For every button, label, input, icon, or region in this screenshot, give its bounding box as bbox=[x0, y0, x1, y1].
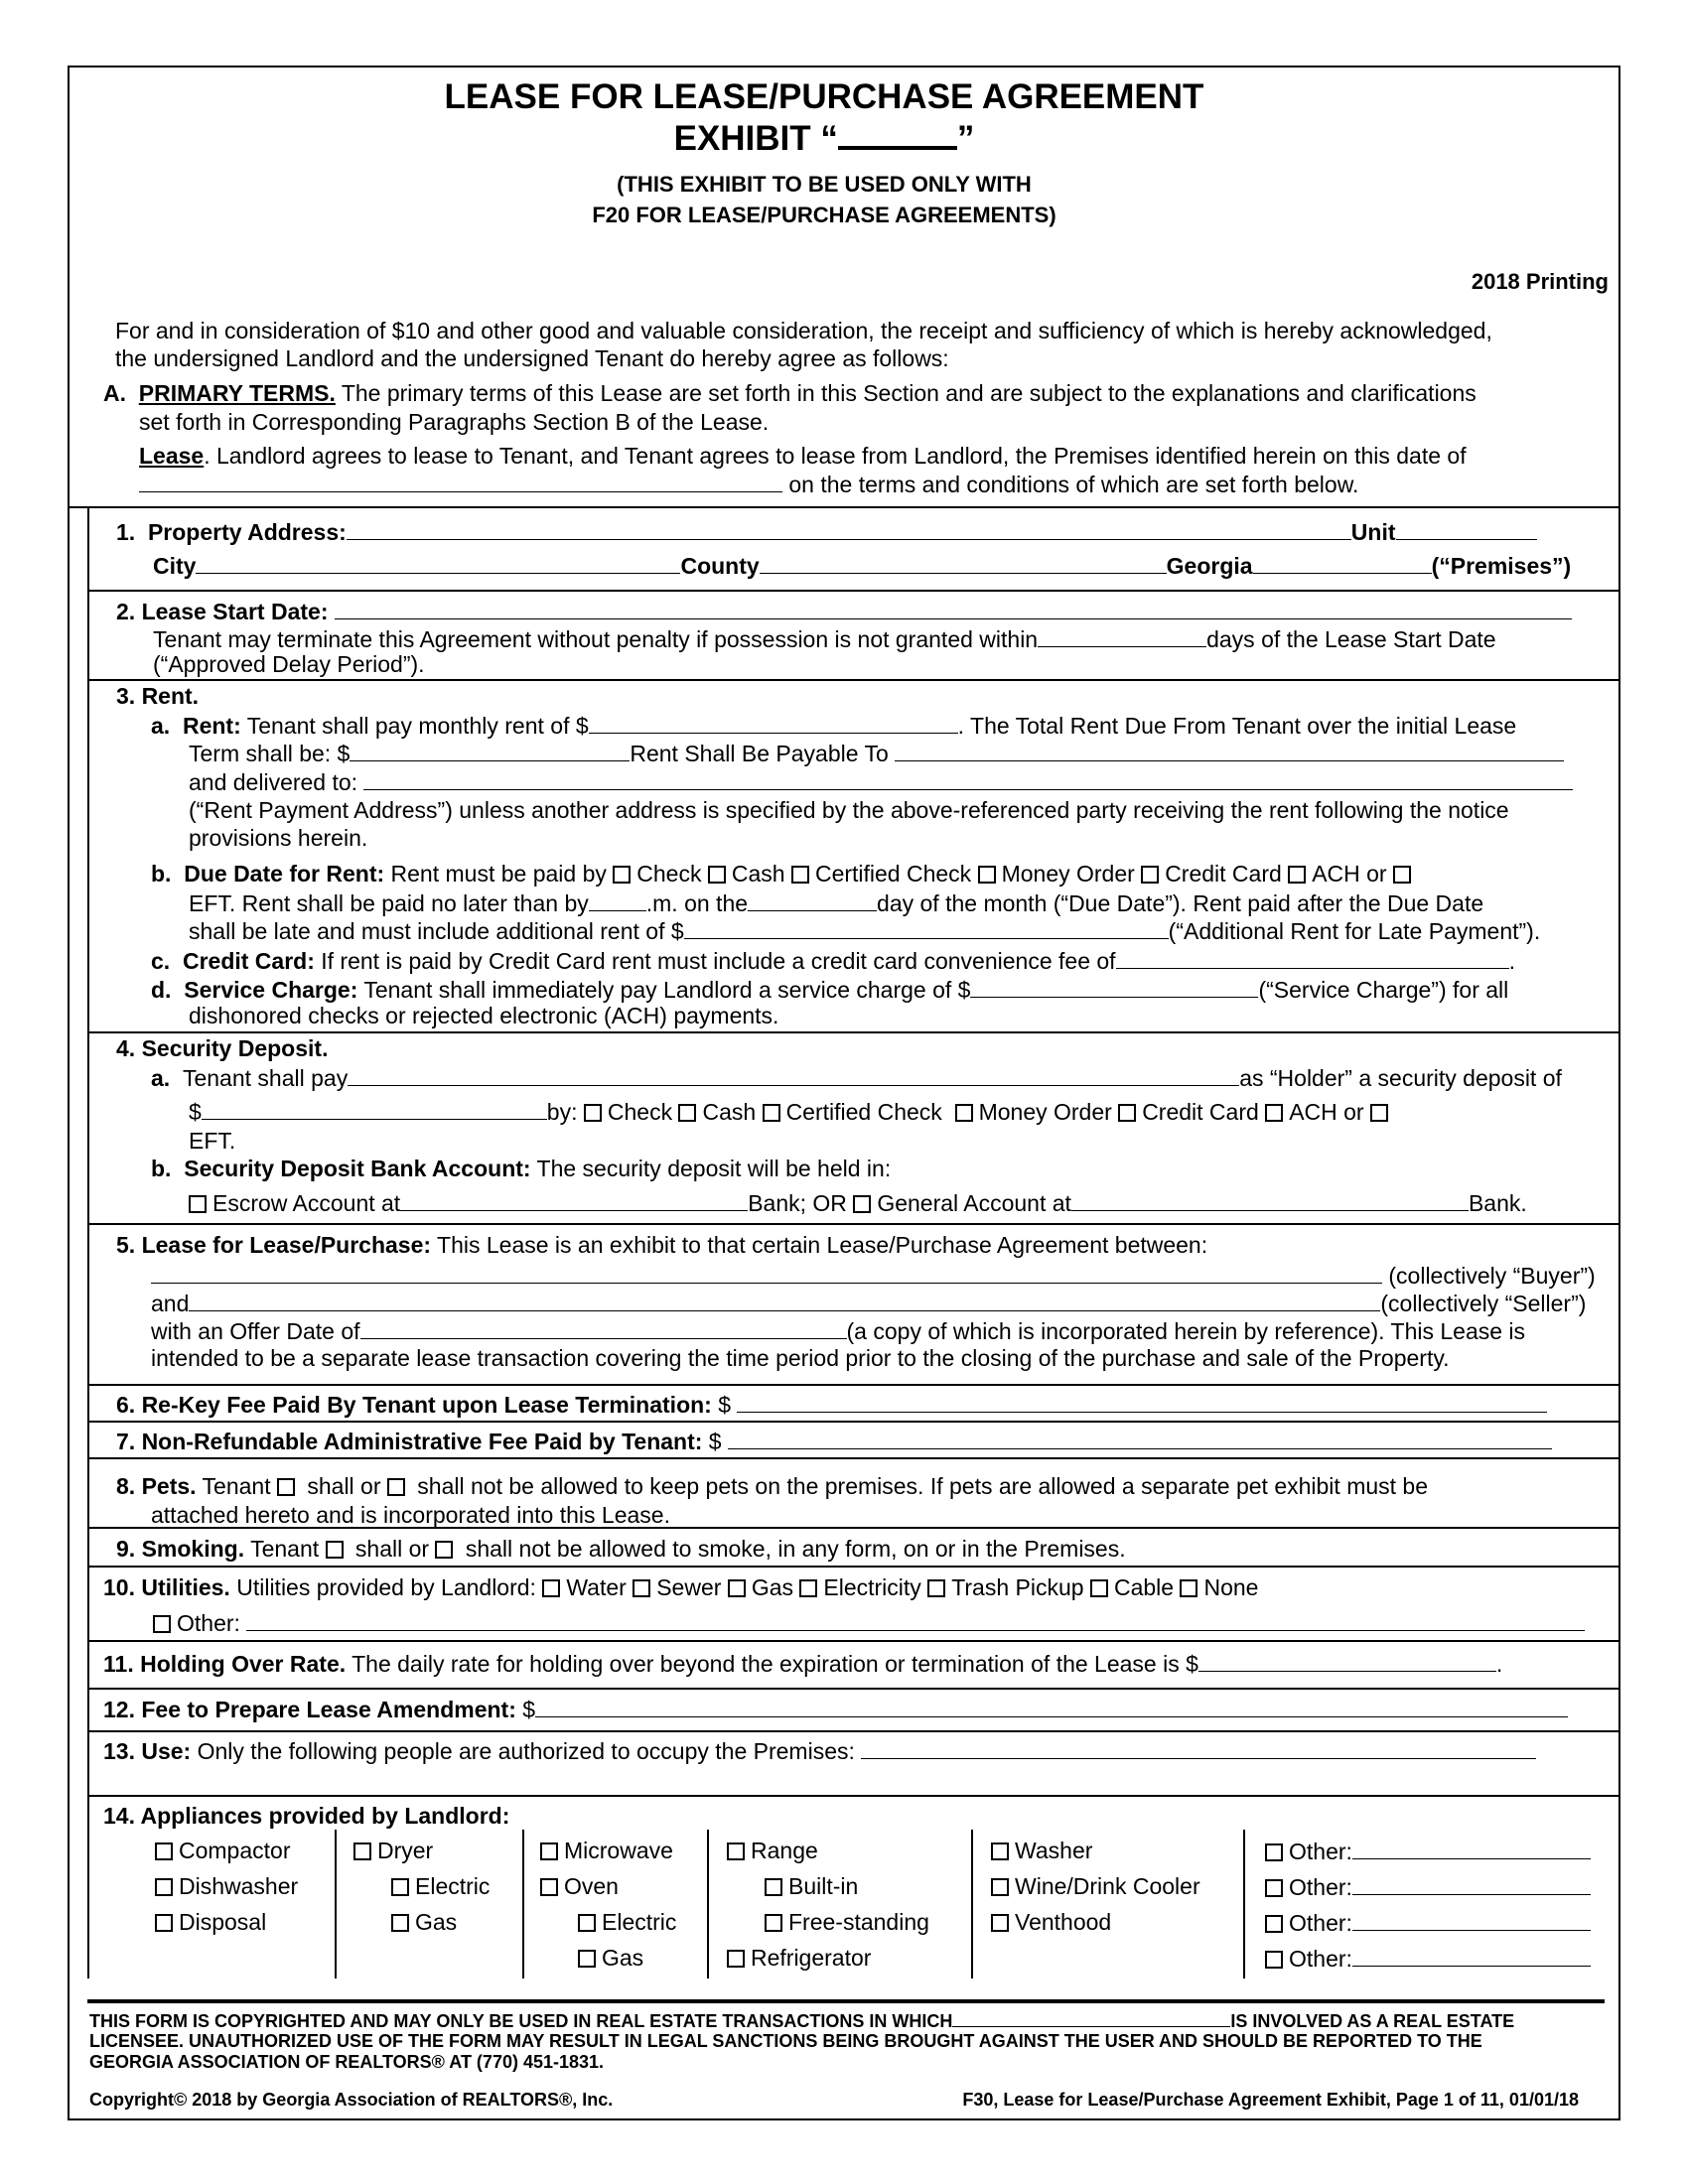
checkbox-icon bbox=[1265, 1843, 1283, 1861]
s8-line-1: 8. Pets. Tenant shall or shall not be allowed to keep pets on the premises. If pets are allowed a separate pet exhibit must be bbox=[116, 1473, 1429, 1499]
appliance-range-builtin[interactable]: Built-in bbox=[765, 1872, 858, 1900]
rule bbox=[87, 1031, 1620, 1033]
s12-line: 12. Fee to Prepare Lease Amendment: $ bbox=[103, 1695, 1568, 1723]
checkbox-icon bbox=[155, 1878, 173, 1896]
other-field[interactable] bbox=[1352, 1908, 1591, 1931]
seller-field[interactable] bbox=[189, 1289, 1380, 1311]
utility-electricity[interactable]: Electricity bbox=[799, 1574, 920, 1600]
escrow-checkbox[interactable] bbox=[189, 1195, 207, 1213]
monthly-rent-field[interactable] bbox=[589, 711, 958, 734]
intro-line-1: For and in consideration of $10 and other good and valuable consideration, the receipt and sufficiency of which is hereby acknowledged, bbox=[115, 318, 1492, 343]
s10-line-1: 10. Utilities. Utilities provided by Landlord: Water Sewer Gas Electricity Trash Pickup Cable None bbox=[103, 1574, 1259, 1600]
rule bbox=[87, 679, 1620, 681]
lease-start-field[interactable] bbox=[335, 597, 1572, 619]
checkbox-icon bbox=[633, 1579, 650, 1597]
rekey-fee-field[interactable] bbox=[737, 1390, 1547, 1413]
total-rent-field[interactable] bbox=[350, 739, 630, 761]
appliance-venthood[interactable]: Venthood bbox=[991, 1908, 1111, 1936]
utility-none[interactable]: None bbox=[1180, 1574, 1258, 1600]
appliance-oven-electric[interactable]: Electric bbox=[578, 1908, 676, 1936]
checkbox-icon bbox=[1265, 1879, 1283, 1897]
checkbox-icon bbox=[1265, 1104, 1283, 1122]
checkbox-icon bbox=[353, 1843, 371, 1860]
s4a-line-2: $ by: Check Cash Certified Check Money Order Credit Card ACH or bbox=[189, 1097, 1394, 1126]
rule bbox=[87, 1421, 1620, 1423]
appliance-dishwasher[interactable]: Dishwasher bbox=[155, 1872, 298, 1900]
s5-line-1: 5. Lease for Lease/Purchase: This Lease is an exhibit to that certain Lease/Purchase Agreement between: bbox=[116, 1232, 1208, 1258]
checkbox-icon bbox=[955, 1104, 973, 1122]
footer-line-3: GEORGIA ASSOCIATION OF REALTORS® AT (770) 451-1831. bbox=[89, 2052, 605, 2072]
utility-cable[interactable]: Cable bbox=[1090, 1574, 1174, 1600]
rule bbox=[87, 1688, 1620, 1690]
checkbox-icon bbox=[1265, 1951, 1283, 1969]
s3a-line-3: and delivered to: bbox=[189, 767, 1573, 796]
service-charge-field[interactable] bbox=[970, 975, 1258, 998]
appliance-other-1[interactable]: Other: bbox=[1265, 1837, 1591, 1865]
deposit-pay-cash[interactable]: Cash bbox=[678, 1099, 756, 1125]
amendment-fee-field[interactable] bbox=[535, 1695, 1568, 1717]
checkbox-icon bbox=[1141, 866, 1159, 884]
rent-pay-check[interactable]: Check bbox=[613, 861, 701, 887]
appliance-dryer[interactable]: Dryer bbox=[353, 1837, 433, 1864]
printing-label: 2018 Printing bbox=[1471, 269, 1609, 294]
s14-label: 14. Appliances provided by Landlord: bbox=[103, 1803, 510, 1829]
other-field[interactable] bbox=[1352, 1872, 1591, 1895]
checkbox-icon bbox=[765, 1914, 782, 1932]
appliance-washer[interactable]: Washer bbox=[991, 1837, 1092, 1864]
appliance-microwave[interactable]: Microwave bbox=[540, 1837, 673, 1864]
checkbox-icon bbox=[613, 866, 631, 884]
s3a-line-5: provisions herein. bbox=[189, 825, 368, 851]
checkbox-icon bbox=[991, 1914, 1009, 1932]
s3a-line-1: a. Rent: Tenant shall pay monthly rent of $ . The Total Rent Due From Tenant over the initial Lease bbox=[151, 713, 1517, 739]
primary-terms: A. PRIMARY TERMS. The primary terms of this Lease are set forth in this Section and are subject to the explanations and clarifications bbox=[103, 380, 1477, 406]
s4a-line-3: EFT. bbox=[189, 1128, 236, 1154]
s3d-line-1: d. Service Charge: Tenant shall immediately pay Landlord a service charge of $ (“Service Charge”) for all bbox=[151, 977, 1509, 1003]
footer-line-2: LICENSEE. UNAUTHORIZED USE OF THE FORM MAY RESULT IN LEGAL SANCTIONS BEING BROUGHT AGAINST THE USER AND SHOULD BE REPORTED TO THE bbox=[89, 2031, 1482, 2051]
rule bbox=[87, 1730, 1620, 1732]
rule bbox=[68, 506, 1620, 508]
rule bbox=[335, 1830, 337, 1979]
document-title: LEASE FOR LEASE/PURCHASE AGREEMENT bbox=[444, 77, 1204, 116]
checkbox-icon bbox=[155, 1843, 173, 1860]
city-field[interactable] bbox=[196, 551, 680, 574]
pets-not-allowed-checkbox[interactable] bbox=[387, 1478, 405, 1496]
rule bbox=[971, 1830, 973, 1979]
s2-line-1: Tenant may terminate this Agreement without penalty if possession is not granted within days of the Lease Start Date bbox=[153, 626, 1496, 652]
appliance-wine-cooler[interactable]: Wine/Drink Cooler bbox=[991, 1872, 1200, 1900]
county-field[interactable] bbox=[760, 551, 1167, 574]
appliance-dryer-gas[interactable]: Gas bbox=[391, 1908, 457, 1936]
s3a-line-2: Term shall be: $ Rent Shall Be Payable To bbox=[189, 739, 1564, 767]
primary-terms-line-2: set forth in Corresponding Paragraphs Section B of the Lease. bbox=[139, 409, 770, 435]
s3b-line-3: shall be late and must include additional rent of $ (“Additional Rent for Late Payment”). bbox=[189, 918, 1541, 944]
buyer-field[interactable] bbox=[151, 1261, 1382, 1284]
payable-to-field[interactable] bbox=[895, 739, 1564, 761]
rule bbox=[87, 590, 1620, 592]
general-account-checkbox[interactable] bbox=[853, 1195, 871, 1213]
holder-field[interactable] bbox=[348, 1063, 1239, 1086]
rent-pay-credit-card[interactable]: Credit Card bbox=[1141, 861, 1282, 887]
s3d-line-2: dishonored checks or rejected electronic (ACH) payments. bbox=[189, 1003, 779, 1028]
checkbox-icon bbox=[540, 1843, 558, 1860]
checkbox-icon bbox=[542, 1579, 560, 1597]
exhibit-line: EXHIBIT “ ” bbox=[673, 119, 975, 158]
late-rent-field[interactable] bbox=[684, 916, 1169, 939]
rent-pay-ach[interactable]: ACH or bbox=[1288, 861, 1386, 887]
checkbox-icon bbox=[727, 1950, 745, 1968]
checkbox-icon bbox=[1118, 1104, 1136, 1122]
rule bbox=[87, 1566, 1620, 1568]
licensee-field[interactable] bbox=[952, 2010, 1230, 2027]
rule bbox=[87, 1795, 1620, 1797]
s11-line: 11. Holding Over Rate. The daily rate for holding over beyond the expiration or termination of the Lease is $ . bbox=[103, 1651, 1503, 1677]
checkbox-icon bbox=[1090, 1579, 1108, 1597]
s4b-line-1: b. Security Deposit Bank Account: The security deposit will be held in: bbox=[151, 1156, 892, 1181]
deposit-pay-credit-card[interactable]: Credit Card bbox=[1118, 1099, 1259, 1125]
offer-date-field[interactable] bbox=[360, 1316, 847, 1339]
rent-pay-money-order[interactable]: Money Order bbox=[978, 861, 1135, 887]
s3a-line-4: (“Rent Payment Address”) unless another address is specified by the above-referenced party receiving the rent following the notice bbox=[189, 797, 1509, 823]
subtitle-line-1: (THIS EXHIBIT TO BE USED ONLY WITH bbox=[617, 172, 1032, 197]
rule bbox=[522, 1830, 524, 1979]
appliance-oven[interactable]: Oven bbox=[540, 1872, 619, 1900]
subtitle-line-2: F20 FOR LEASE/PURCHASE AGREEMENTS) bbox=[592, 203, 1056, 227]
utility-trash[interactable]: Trash Pickup bbox=[927, 1574, 1083, 1600]
s3c-line: c. Credit Card: If rent is paid by Credit Card rent must include a credit card convenience fee of . bbox=[151, 948, 1515, 974]
rule bbox=[87, 506, 89, 1979]
s5-offer-line: with an Offer Date of (a copy of which is incorporated herein by reference). This Lease is bbox=[151, 1318, 1526, 1344]
pets-allowed-checkbox[interactable] bbox=[277, 1478, 295, 1496]
escrow-bank-field[interactable] bbox=[400, 1188, 748, 1211]
checkbox-icon bbox=[578, 1950, 596, 1968]
card-fee-field[interactable] bbox=[1116, 946, 1509, 969]
deposit-pay-money-order[interactable]: Money Order bbox=[955, 1099, 1112, 1125]
rule bbox=[87, 1640, 1620, 1642]
exhibit-blank[interactable] bbox=[838, 124, 957, 150]
deposit-pay-eft-checkbox[interactable] bbox=[1370, 1104, 1388, 1122]
checkbox-icon bbox=[391, 1878, 409, 1896]
s5-seller-line: and (collectively “Seller”) bbox=[151, 1291, 1587, 1316]
appliance-compactor[interactable]: Compactor bbox=[155, 1837, 290, 1864]
holdover-rate-field[interactable] bbox=[1198, 1649, 1496, 1672]
appliance-oven-gas[interactable]: Gas bbox=[578, 1944, 643, 1972]
checkbox-icon bbox=[763, 1104, 780, 1122]
checkbox-icon bbox=[1265, 1915, 1283, 1933]
rule bbox=[87, 1384, 1620, 1386]
utility-other-field[interactable] bbox=[246, 1608, 1585, 1631]
s2-lease-start: 2. Lease Start Date: bbox=[116, 597, 1572, 625]
checkbox-icon bbox=[1180, 1579, 1197, 1597]
deposit-amount-field[interactable] bbox=[202, 1097, 547, 1120]
s4b-line-2: Escrow Account at Bank; OR General Account at Bank. bbox=[189, 1188, 1527, 1217]
checkbox-icon bbox=[578, 1914, 596, 1932]
checkbox-icon bbox=[584, 1104, 602, 1122]
checkbox-icon bbox=[391, 1914, 409, 1932]
appliance-range[interactable]: Range bbox=[727, 1837, 818, 1864]
rent-pay-eft-checkbox[interactable] bbox=[1393, 866, 1411, 884]
other-field[interactable] bbox=[1352, 1944, 1591, 1967]
intro-line-2: the undersigned Landlord and the undersigned Tenant do hereby agree as follows: bbox=[115, 345, 949, 371]
s3b-line-1: b. Due Date for Rent: Rent must be paid by Check Cash Certified Check Money Order Credit Card ACH or bbox=[151, 860, 1417, 887]
s13-line: 13. Use: Only the following people are authorized to occupy the Premises: bbox=[103, 1736, 1536, 1765]
due-time-field[interactable] bbox=[589, 888, 646, 911]
checkbox-icon bbox=[540, 1878, 558, 1896]
copyright: Copyright© 2018 by Georgia Association of REALTORS®, Inc. bbox=[89, 2090, 614, 2110]
occupants-field[interactable] bbox=[861, 1736, 1536, 1759]
unit-field[interactable] bbox=[1396, 517, 1537, 540]
checkbox-icon bbox=[765, 1878, 782, 1896]
footer-line-1: THIS FORM IS COPYRIGHTED AND MAY ONLY BE USED IN REAL ESTATE TRANSACTIONS IN WHICH IS INVOLVED AS A REAL ESTATE bbox=[89, 2011, 1515, 2031]
utility-other-checkbox[interactable] bbox=[153, 1615, 171, 1633]
footer-rule bbox=[87, 1999, 1605, 2003]
lease-clause: Lease. Landlord agrees to lease to Tenant, and Tenant agrees to lease from Landlord, the Premises identified herein on this date of bbox=[139, 443, 1467, 469]
checkbox-icon bbox=[791, 866, 809, 884]
s4-label: 4. Security Deposit. bbox=[116, 1035, 329, 1061]
s10-line-2: Other: bbox=[153, 1608, 1585, 1637]
utility-sewer[interactable]: Sewer bbox=[633, 1574, 721, 1600]
checkbox-icon bbox=[927, 1579, 945, 1597]
s8-line-2: attached hereto and is incorporated into this Lease. bbox=[151, 1502, 670, 1528]
appliance-other-3[interactable]: Other: bbox=[1265, 1908, 1591, 1937]
deposit-pay-check[interactable]: Check bbox=[584, 1099, 672, 1125]
s5-line-4: intended to be a separate lease transaction covering the time period prior to the closing of the purchase and sale of the Property. bbox=[151, 1345, 1450, 1371]
property-address-field[interactable] bbox=[347, 517, 1351, 540]
utility-gas[interactable]: Gas bbox=[728, 1574, 793, 1600]
appliance-range-freestanding[interactable]: Free-standing bbox=[765, 1908, 929, 1936]
utility-water[interactable]: Water bbox=[542, 1574, 627, 1600]
checkbox-icon bbox=[991, 1843, 1009, 1860]
delay-days-field[interactable] bbox=[1038, 624, 1206, 647]
appliance-other-4[interactable]: Other: bbox=[1265, 1944, 1591, 1973]
zip-field[interactable] bbox=[1253, 551, 1432, 574]
appliance-refrigerator[interactable]: Refrigerator bbox=[727, 1944, 871, 1972]
checkbox-icon bbox=[978, 866, 996, 884]
checkbox-icon bbox=[727, 1843, 745, 1860]
s6-line: 6. Re-Key Fee Paid By Tenant upon Lease Termination: $ bbox=[116, 1390, 1547, 1419]
appliance-dryer-electric[interactable]: Electric bbox=[391, 1872, 490, 1900]
s1-city-line: City County Georgia (“Premises”) bbox=[153, 553, 1572, 579]
s4a-line-1: a. Tenant shall pay as “Holder” a security deposit of bbox=[151, 1065, 1562, 1091]
s1-property-address: 1. Property Address: Unit bbox=[116, 517, 1537, 546]
smoking-not-allowed-checkbox[interactable] bbox=[435, 1541, 453, 1559]
appliance-other-2[interactable]: Other: bbox=[1265, 1872, 1591, 1901]
s3b-line-2: EFT. Rent shall be paid no later than by .m. on the day of the month (“Due Date”). Rent paid after the Due Date bbox=[189, 890, 1484, 916]
due-day-field[interactable] bbox=[748, 888, 877, 911]
s7-line: 7. Non-Refundable Administrative Fee Paid by Tenant: $ bbox=[116, 1427, 1552, 1455]
checkbox-icon bbox=[728, 1579, 746, 1597]
lease-date-blank[interactable] bbox=[139, 470, 782, 492]
admin-fee-field[interactable] bbox=[728, 1427, 1552, 1449]
deposit-pay-ach[interactable]: ACH or bbox=[1265, 1099, 1363, 1125]
checkbox-icon bbox=[991, 1878, 1009, 1896]
other-field[interactable] bbox=[1352, 1837, 1591, 1859]
rent-pay-certified[interactable]: Certified Check bbox=[791, 861, 971, 887]
delivered-to-field[interactable] bbox=[363, 767, 1573, 790]
rule bbox=[87, 1457, 1620, 1459]
s9-line: 9. Smoking. Tenant shall or shall not be allowed to smoke, in any form, on or in the Premises. bbox=[116, 1536, 1126, 1562]
form-id: F30, Lease for Lease/Purchase Agreement Exhibit, Page 1 of 11, 01/01/18 bbox=[962, 2090, 1579, 2110]
checkbox-icon bbox=[678, 1104, 696, 1122]
s3-label: 3. Rent. bbox=[116, 683, 200, 709]
s5-buyer-line: (collectively “Buyer”) bbox=[151, 1261, 1596, 1290]
s2-line-2: (“Approved Delay Period”). bbox=[153, 651, 425, 677]
appliance-disposal[interactable]: Disposal bbox=[155, 1908, 266, 1936]
deposit-pay-certified[interactable]: Certified Check bbox=[763, 1099, 942, 1125]
rule bbox=[87, 1223, 1620, 1225]
checkbox-icon bbox=[708, 866, 726, 884]
smoking-allowed-checkbox[interactable] bbox=[326, 1541, 344, 1559]
general-bank-field[interactable] bbox=[1071, 1188, 1469, 1211]
checkbox-icon bbox=[155, 1914, 173, 1932]
checkbox-icon bbox=[1288, 866, 1306, 884]
rent-pay-cash[interactable]: Cash bbox=[708, 861, 785, 887]
lease-date-line: on the terms and conditions of which are set forth below. bbox=[139, 470, 1358, 498]
rule bbox=[707, 1830, 709, 1979]
rule bbox=[1243, 1830, 1245, 1979]
checkbox-icon bbox=[799, 1579, 817, 1597]
